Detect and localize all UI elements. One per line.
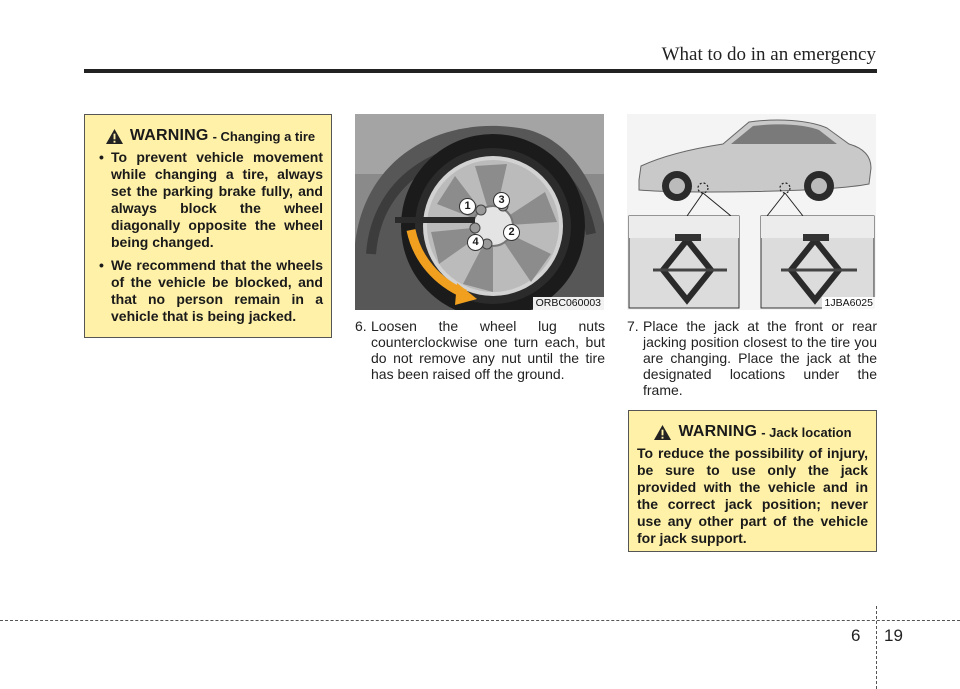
- warning-heading: [97, 127, 323, 145]
- warning-subtitle: - Changing a tire: [212, 128, 316, 144]
- jack-position-illustration: [627, 114, 876, 310]
- page-number: 19: [884, 626, 903, 645]
- lug-label-4: 4: [467, 234, 484, 251]
- warning-label: WARNING: [678, 423, 758, 440]
- warning-triangle-icon: [105, 128, 124, 145]
- warning-text: To reduce the possibility of injury, be sure to use only the jack provided with the vehicle and in the correct jack position; never use any other part of the vehicle for jack support.: [637, 445, 868, 546]
- step-number: 7.: [627, 318, 639, 334]
- step-text: Place the jack at the front or rear jacking position closest to the tire you are changing. Place the jack at the designated locations under the frame.: [643, 318, 877, 398]
- warning-triangle-icon: [653, 424, 672, 441]
- warning-label: WARNING: [129, 127, 209, 144]
- warning-box-changing-tire: [84, 114, 332, 338]
- step-number: 6.: [355, 318, 367, 334]
- car-jack-illustration: [627, 114, 876, 310]
- wheel-lug-nut-illustration: [355, 114, 604, 310]
- warning-box-jack-location: [628, 410, 877, 552]
- lug-label-1: 1: [459, 198, 476, 215]
- step-6: [355, 318, 605, 382]
- section-title: What to do in an emergency: [661, 44, 876, 65]
- figure-caption: 1JBA6025: [822, 297, 876, 310]
- step-7: [627, 318, 877, 398]
- footer-rule: [0, 620, 960, 621]
- wheel-illustration: [355, 114, 604, 310]
- footer-divider: [876, 606, 877, 689]
- figure-caption: ORBC060003: [533, 297, 604, 310]
- warning-bullet-list: [97, 149, 323, 325]
- header-rule: [84, 69, 877, 73]
- warning-bullet: • To prevent vehicle movement while changing a tire, always set the parking brake fully, and always block the wheel diagonally opposite the wheel being changed.: [97, 149, 323, 251]
- lug-label-2: 2: [503, 224, 520, 241]
- lug-label-3: 3: [493, 192, 510, 209]
- chapter-number: 6: [851, 626, 861, 645]
- warning-bullet: • We recommend that the wheels of the vehicle be blocked, and that no person remain in a vehicle that is being jacked.: [97, 257, 323, 325]
- warning-heading: [637, 423, 868, 441]
- warning-subtitle: - Jack location: [761, 424, 852, 440]
- step-text: Loosen the wheel lug nuts counterclockwise one turn each, but do not remove any nut until the tire has been raised off the ground.: [371, 318, 605, 382]
